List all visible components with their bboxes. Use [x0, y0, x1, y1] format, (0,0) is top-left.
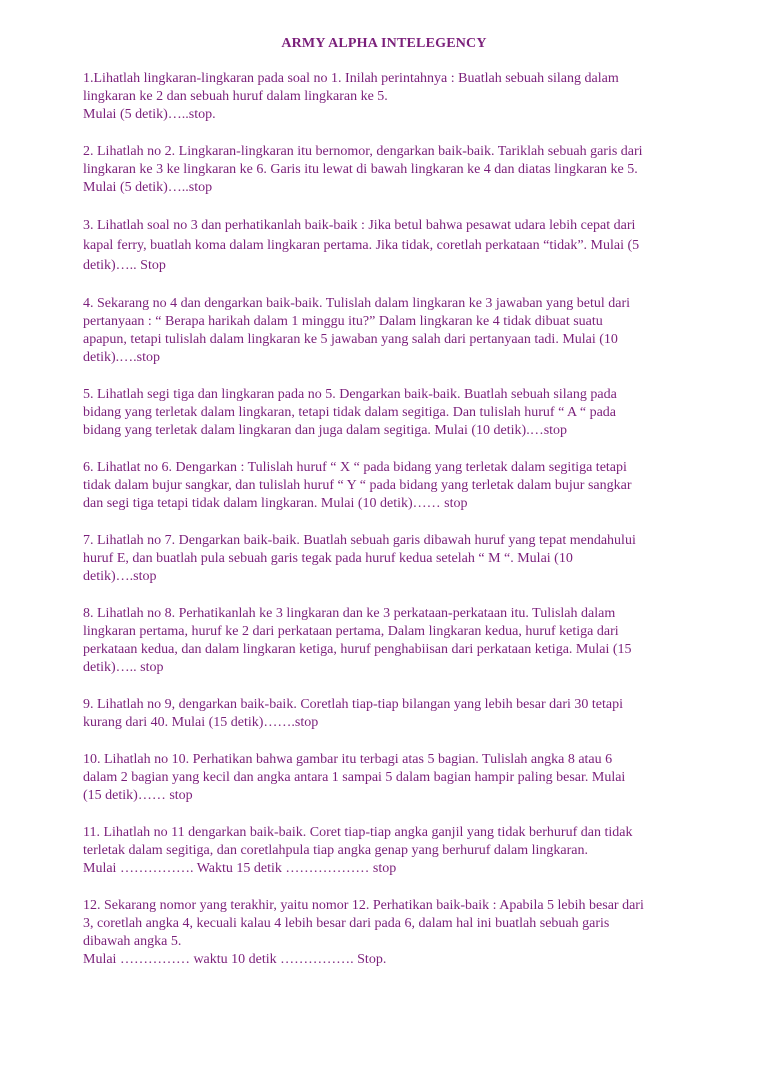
text-line: detik)….. Stop: [83, 258, 166, 273]
text-line: terletak dalam segitiga, dan coretlahpula tiap angka genap yang berhuruf dalam lingkaran.: [83, 843, 588, 858]
text-line: 10. Lihatlah no 10. Perhatikan bahwa gambar itu terbagi atas 5 bagian. Tulislah angka 8 atau 6: [83, 752, 613, 767]
instruction-12: [83, 897, 743, 969]
text-line: 6. Lihatlat no 6. Dengarkan : Tulislah huruf “ X “ pada bidang yang terletak dalam segitiga tetapi: [83, 460, 627, 475]
text-line: 1.Lihatlah lingkaran-lingkaran pada soal no 1. Inilah perintahnya : Buatlah sebuah silang dalam: [83, 71, 619, 86]
instruction-1: [83, 70, 743, 124]
instruction-7: [83, 532, 743, 586]
text-line: pertanyaan : “ Berapa harikah dalam 1 minggu itu?” Dalam lingkaran ke 4 tidak dibuat suatu: [83, 314, 603, 329]
instruction-9: [83, 696, 743, 732]
text-line: dalam 2 bagian yang kecil dan angka antara 1 sampai 5 dalam bagian hampir paling besar. Mulai: [83, 770, 626, 785]
text-line: detik)….. stop: [83, 660, 164, 675]
instruction-3: [83, 216, 743, 276]
text-line: kapal ferry, buatlah koma dalam lingkaran pertama. Jika tidak, coretlah perkataan “tidak”. Mulai (5: [83, 238, 640, 253]
text-line: (15 detik)…… stop: [83, 788, 193, 803]
text-line: 9. Lihatlah no 9, dengarkan baik-baik. Coretlah tiap-tiap bilangan yang lebih besar dari 30 tetapi: [83, 697, 623, 712]
text-line: lingkaran ke 3 ke lingkaran ke 6. Garis itu lewat di bawah lingkaran ke 4 dan diatas lingkaran ke 5.: [83, 162, 638, 177]
text-line: bidang yang terletak dalam lingkaran, tetapi tidak dalam segitiga. Dan tulislah huruf “ A “ pada: [83, 405, 616, 420]
text-line: dibawah angka 5.: [83, 934, 182, 949]
text-line: bidang yang terletak dalam lingkaran dan juga dalam segitiga. Mulai (10 detik).…stop: [83, 423, 568, 438]
text-line: Mulai (5 detik)…..stop: [83, 180, 213, 195]
text-line: huruf E, dan buatlah pula sebuah garis tegak pada huruf kedua setelah “ M “. Mulai (10: [83, 551, 573, 566]
text-line: 2. Lihatlah no 2. Lingkaran-lingkaran itu bernomor, dengarkan baik-baik. Tariklah sebuah garis dari: [83, 144, 643, 159]
text-line: Mulai …………… waktu 10 detik ……………. Stop.: [83, 952, 387, 967]
text-line: 4. Sekarang no 4 dan dengarkan baik-baik. Tulislah dalam lingkaran ke 3 jawaban yang betul dari: [83, 296, 631, 311]
text-line: Mulai (5 detik)…..stop.: [83, 107, 216, 122]
text-line: 5. Lihatlah segi tiga dan lingkaran pada no 5. Dengarkan baik-baik. Buatlah sebuah silang pada: [83, 387, 617, 402]
text-line: kurang dari 40. Mulai (15 detik)…….stop: [83, 715, 319, 730]
instruction-5: [83, 386, 743, 440]
document-title: ARMY ALPHA INTELEGENCY: [281, 36, 487, 51]
document-body: [83, 70, 743, 988]
text-line: 11. Lihatlah no 11 dengarkan baik-baik. Coret tiap-tiap angka ganjil yang tidak berhuruf dan tidak: [83, 825, 633, 840]
text-line: detik)….stop: [83, 569, 157, 584]
text-line: 3. Lihatlah soal no 3 dan perhatikanlah baik-baik : Jika betul bahwa pesawat udara lebih cepat dari: [83, 218, 636, 233]
instruction-11: [83, 824, 743, 878]
text-line: 8. Lihatlah no 8. Perhatikanlah ke 3 lingkaran dan ke 3 perkataan-perkataan itu. Tulislah dalam: [83, 606, 616, 621]
text-line: lingkaran ke 2 dan sebuah huruf dalam lingkaran ke 5.: [83, 89, 388, 104]
instruction-4: [83, 295, 743, 367]
text-line: perkataan kedua, dan dalam lingkaran ketiga, huruf penghabiisan dari perkataan ketiga. Mulai (15: [83, 642, 632, 657]
text-line: dan segi tiga tetapi tidak dalam lingkaran. Mulai (10 detik)…… stop: [83, 496, 468, 511]
text-line: apapun, tetapi tulislah dalam lingkaran ke 5 jawaban yang salah dari pertanyaan tadi. Mulai (10: [83, 332, 618, 347]
text-line: Mulai ……………. Waktu 15 detik ……………… stop: [83, 861, 397, 876]
instruction-8: [83, 605, 743, 677]
instruction-10: [83, 751, 743, 805]
text-line: 12. Sekarang nomor yang terakhir, yaitu nomor 12. Perhatikan baik-baik : Apabila 5 lebih besar dari: [83, 898, 644, 913]
text-line: detik).….stop: [83, 350, 160, 365]
text-line: lingkaran pertama, huruf ke 2 dari perkataan pertama, Dalam lingkaran kedua, huruf ketiga dari: [83, 624, 619, 639]
text-line: tidak dalam bujur sangkar, dan tulislah huruf “ Y “ pada bidang yang terletak dalam bujur sangkar: [83, 478, 632, 493]
text-line: 3, coretlah angka 4, kecuali kalau 4 lebih besar dari pada 6, dalam hal ini buatlah sebuah garis: [83, 916, 610, 931]
text-line: 7. Lihatlah no 7. Dengarkan baik-baik. Buatlah sebuah garis dibawah huruf yang tepat mendahului: [83, 533, 636, 548]
instruction-6: [83, 459, 743, 513]
instruction-2: [83, 143, 743, 197]
